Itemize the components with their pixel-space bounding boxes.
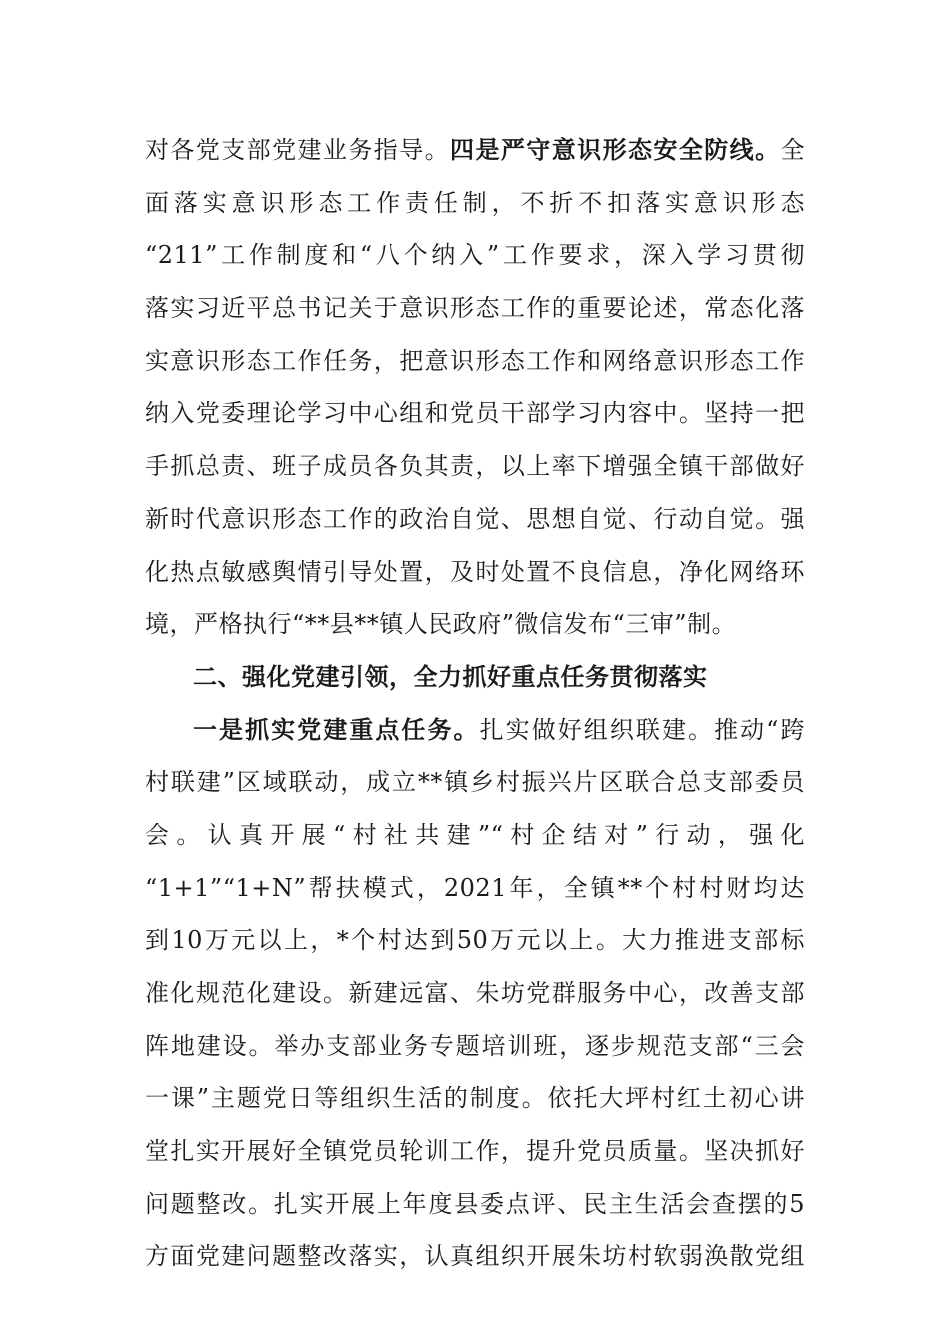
text-span: 全 (780, 136, 805, 164)
text-line-15: “1+1”“1+N”帮扶模式，2021年，全镇**个村村财均达 (145, 873, 805, 902)
text-line-2: 面落实意识形态工作责任制，不折不扣落实意识形态 (145, 188, 805, 217)
text-span: 对各党支部党建业务指导。 (145, 136, 451, 164)
text-line-22: 方面党建问题整改落实，认真组织开展朱坊村软弱涣散党组 (145, 1242, 805, 1271)
text-line-19: 一课”主题党日等组织生活的制度。依托大坪村红土初心讲 (145, 1084, 805, 1113)
text-line-16: 到10万元以上，*个村达到50万元以上。大力推进支部标 (145, 926, 805, 955)
text-line-8: 新时代意识形态工作的政治自觉、思想自觉、行动自觉。强 (145, 504, 805, 533)
text-line-17: 准化规范化建设。新建远富、朱坊党群服务中心，改善支部 (145, 979, 805, 1007)
text-line-5: 实意识形态工作任务，把意识形态工作和网络意识形态工作 (145, 346, 805, 375)
text-line-3: “211”工作制度和“八个纳入”工作要求，深入学习贯彻 (145, 241, 805, 270)
bold-lead-phrase: 一是抓实党建重点任务。 (193, 714, 480, 744)
text-line-13: 村联建”区域联动，成立**镇乡村振兴片区联合总支部委员 (145, 768, 805, 797)
text-line-21: 问题整改。扎实开展上年度县委点评、民主生活会查摆的5 (145, 1189, 805, 1218)
text-line-6: 纳入党委理论学习中心组和党员干部学习内容中。坚持一把 (145, 399, 805, 428)
text-line-7: 手抓总责、班子成员各负其责，以上率下增强全镇干部做好 (145, 452, 805, 481)
text-line-1 (145, 124, 805, 177)
bold-lead-phrase: 四是严守意识形态安全防线。 (450, 135, 781, 164)
section-heading: 二、强化党建引领，全力抓好重点任务贯彻落实 (193, 661, 708, 691)
text-line-9: 化热点敏感舆情引导处置，及时处置不良信息，净化网络环 (145, 557, 805, 586)
text-line-18: 阵地建设。举办支部业务专题培训班，逐步规范支部“三会 (145, 1031, 805, 1060)
text-line-20: 堂扎实开展好全镇党员轮训工作，提升党员质量。坚决抓好 (145, 1137, 805, 1166)
text-line-10: 境，严格执行“**县**镇人民政府”微信发布“三审”制。 (145, 610, 737, 639)
text-line-4: 落实习近平总书记关于意识形态工作的重要论述，常态化落 (145, 294, 805, 323)
text-line-14: 会。认真开展“村社共建”“村企结对”行动，强化 (145, 820, 805, 849)
text-line-12 (145, 704, 805, 757)
text-span: 扎实做好组织联建。推动“跨 (479, 715, 805, 744)
document-page (145, 124, 805, 1283)
